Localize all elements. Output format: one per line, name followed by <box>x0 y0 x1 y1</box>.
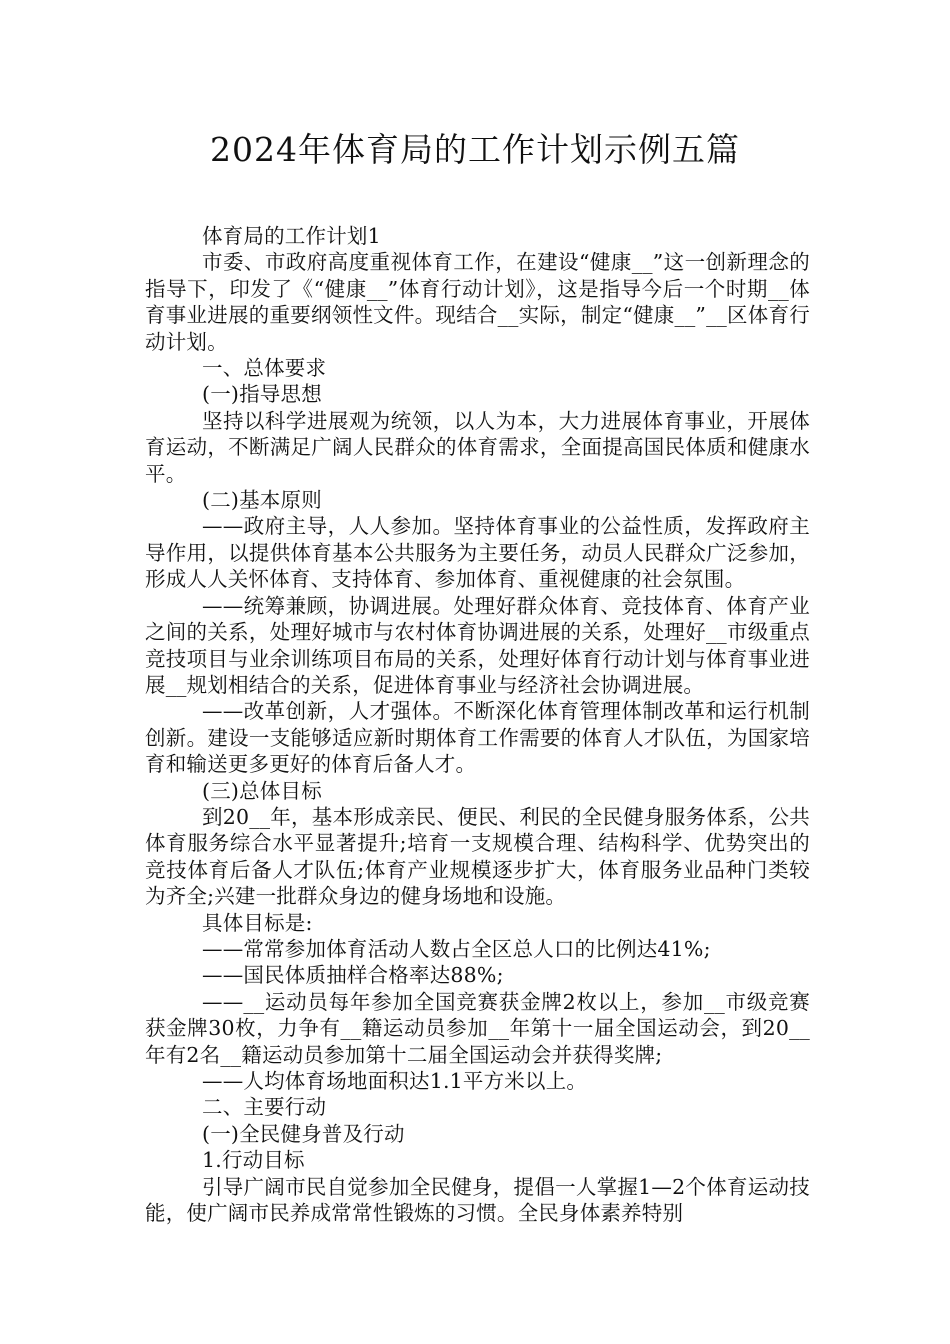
list-item: ——人均体育场地面积达1.1平方米以上。 <box>202 1069 588 1093</box>
section-heading: 体育局的工作计划1 <box>202 224 381 248</box>
subsection-heading: (一)全民健身普及行动 <box>202 1121 405 1146</box>
subsection-heading: (一)指导思想 <box>202 382 322 407</box>
paragraph: 具体目标是: <box>202 910 313 935</box>
section-heading: 二、主要行动 <box>202 1095 327 1120</box>
paragraph: ——政府主导，人人参加。坚持体育事业的公益性质，发挥政府主导作用，以提供体育基本公共服务为主要任务，动员人民群众广泛参加，形成人人关怀体育、支持体育、参加体育、重视健康的社会氛围。 <box>145 514 810 592</box>
paragraph: 引导广阔市民自觉参加全民健身，提倡一人掌握1—2个体育运动技能，使广阔市民养成常常性锻炼的习惯。全民身体素养特别 <box>145 1174 810 1226</box>
document-title: 2024年体育局的工作计划示例五篇 <box>210 130 740 169</box>
paragraph: 市委、市政府高度重视体育工作，在建设“健康__”这一创新理念的指导下，印发了《“健康__”体育行动计划》，这是指导今后一个时期__体育事业进展的重要纲领性文件。现结合__实际，制定“健康__”__区体育行动计划。 <box>145 250 810 354</box>
subsection-heading: (三)总体目标 <box>202 778 322 803</box>
list-item: ——国民体质抽样合格率达88%; <box>202 963 504 988</box>
list-item: ——常常参加体育活动人数占全区总人口的比例达41%; <box>202 936 711 961</box>
section-heading: 一、总体要求 <box>202 356 327 381</box>
list-item: ——__运动员每年参加全国竞赛获金牌2枚以上，参加__市级竞赛获金牌30枚，力争有__籍运动员参加__年第十一届全国运动会，到20__年有2名__籍运动员参加第十二届全国运动会并获得奖牌; <box>145 989 810 1067</box>
paragraph: ——改革创新，人才强体。不断深化体育管理体制改革和运行机制创新。建设一支能够适应新时期体育工作需要的体育人才队伍，为国家培育和输送更多更好的体育后备人才。 <box>145 699 810 777</box>
paragraph: 坚持以科学进展观为统领，以人为本，大力进展体育事业，开展体育运动，不断满足广阔人民群众的体育需求，全面提高国民体质和健康水平。 <box>145 408 810 486</box>
paragraph: ——统筹兼顾，协调进展。处理好群众体育、竞技体育、体育产业之间的关系，处理好城市与农村体育协调进展的关系，处理好__市级重点竞技项目与业余训练项目布局的关系，处理好体育行动计划与体育事业进展__规划相结合的关系，促进体育事业与经济社会协调进展。 <box>145 593 810 697</box>
paragraph: 到20__年，基本形成亲民、便民、利民的全民健身服务体系，公共体育服务综合水平显著提升;培育一支规模合理、结构科学、优势突出的竞技体育后备人才队伍;体育产业规模逐步扩大，体育服务业品种门类较为齐全;兴建一批群众身边的健身场地和设施。 <box>145 804 810 909</box>
document-body <box>145 223 810 1226</box>
subsection-heading: (二)基本原则 <box>202 488 322 513</box>
subsection-heading: 1.行动目标 <box>202 1148 305 1173</box>
